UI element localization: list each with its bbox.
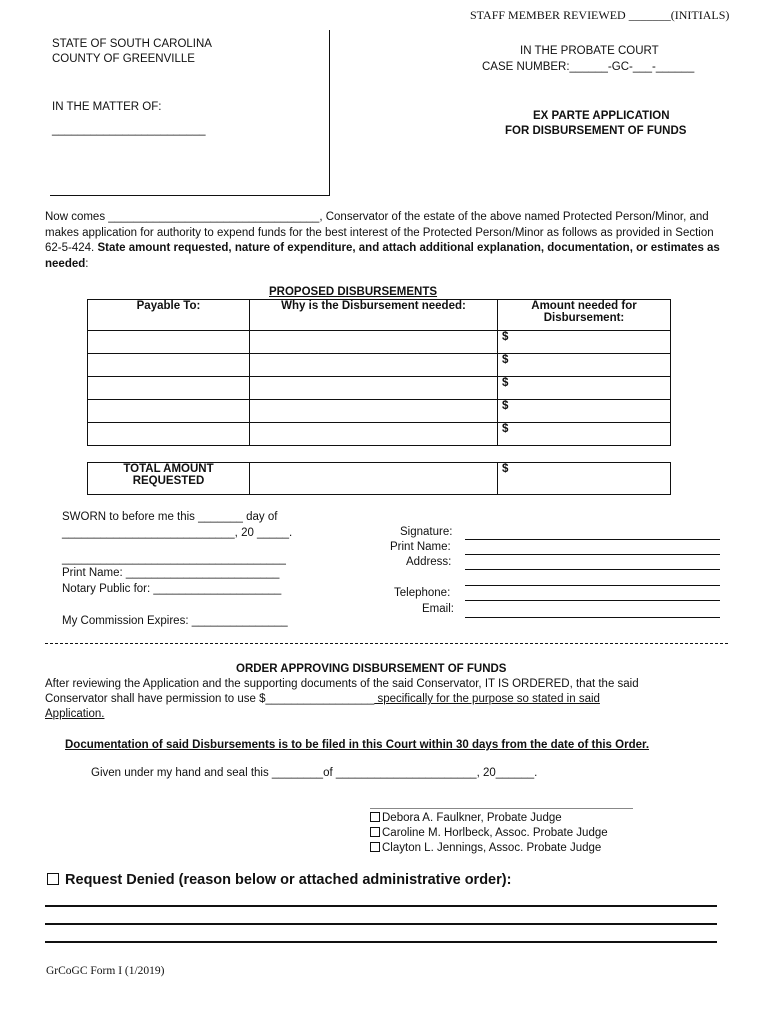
- sworn-line: SWORN to before me this _______ day of: [62, 511, 278, 523]
- col-payable-header: Payable To:: [88, 300, 250, 331]
- judge-name: Clayton L. Jennings, Assoc. Probate Judge: [382, 842, 602, 854]
- why-cell[interactable]: [250, 400, 498, 423]
- caption-divider: [329, 30, 330, 196]
- matter-of-field[interactable]: ________________________: [52, 124, 206, 136]
- table-row: [88, 331, 671, 354]
- denied-reason-line-3[interactable]: [45, 941, 717, 943]
- form-footer: GrCoGC Form I (1/2019): [46, 965, 165, 977]
- address-field-2[interactable]: [465, 585, 720, 586]
- address-label: Address:: [406, 556, 452, 568]
- print-name-label: Print Name:: [390, 541, 451, 553]
- col-why-header: Why is the Disbursement needed:: [250, 300, 498, 331]
- table-title: PROPOSED DISBURSEMENTS: [269, 286, 438, 298]
- address-field-1[interactable]: [465, 569, 720, 570]
- checkbox-icon[interactable]: [370, 842, 380, 852]
- email-field[interactable]: [465, 617, 720, 618]
- intro-paragraph: [45, 210, 723, 272]
- checkbox-icon[interactable]: [370, 812, 380, 822]
- order-permission-text: Conservator shall have permission to use $: [45, 693, 266, 705]
- order-line-2: [45, 693, 600, 705]
- intro-text: Now comes _________________________________, Conservator of the estate of the above named Protected Person/Minor, and makes application for authority to expend funds for the best interest of the Protected Person/Minor as follows as provided in Section 62-5-424.: [45, 211, 714, 254]
- request-denied[interactable]: [47, 872, 511, 888]
- judge-option-jennings[interactable]: [370, 842, 601, 854]
- signature-label: Signature:: [400, 526, 453, 538]
- order-line-3: Application.: [45, 708, 105, 720]
- order-line-1: After reviewing the Application and the supporting documents of the said Conservator, IT IS ORDERED, that the said: [45, 678, 639, 690]
- judge-option-horlbeck[interactable]: [370, 827, 608, 839]
- caption-bottom-rule: [50, 195, 330, 196]
- total-amount-cell[interactable]: $: [498, 463, 671, 495]
- denied-reason-line-2[interactable]: [45, 923, 717, 925]
- total-table: [87, 462, 671, 495]
- order-amount-field[interactable]: _________________: [265, 693, 375, 705]
- commission-expires[interactable]: My Commission Expires: _______________: [62, 615, 288, 627]
- payable-cell[interactable]: [88, 331, 250, 354]
- telephone-label: Telephone:: [394, 587, 451, 599]
- amount-cell[interactable]: $: [498, 377, 671, 400]
- judge-name: Caroline M. Horlbeck, Assoc. Probate Judge: [382, 827, 608, 839]
- amount-cell[interactable]: $: [498, 400, 671, 423]
- case-number-field[interactable]: CASE NUMBER:______-GC-___-______: [482, 61, 695, 73]
- state-label: STATE OF SOUTH CAROLINA: [52, 38, 212, 50]
- checkbox-icon[interactable]: [370, 827, 380, 837]
- table-row: [88, 354, 671, 377]
- total-amount-label: TOTAL AMOUNT REQUESTED: [88, 463, 250, 495]
- intro-instructions: State amount requested, nature of expenditure, and attach additional explanation, documentation, or estimates as needed: [45, 242, 720, 270]
- amount-cell[interactable]: $: [498, 423, 671, 446]
- county-label: COUNTY OF GREENVILLE: [52, 53, 195, 65]
- why-cell[interactable]: [250, 423, 498, 446]
- denied-reason-line-1[interactable]: [45, 905, 717, 907]
- payable-cell[interactable]: [88, 354, 250, 377]
- request-denied-label: Request Denied (reason below or attached administrative order):: [65, 872, 512, 888]
- payable-cell[interactable]: [88, 400, 250, 423]
- amount-cell[interactable]: $: [498, 354, 671, 377]
- table-row: [88, 377, 671, 400]
- order-title: ORDER APPROVING DISBURSEMENT OF FUNDS: [236, 663, 507, 675]
- judge-signature-line[interactable]: [370, 808, 633, 809]
- email-label: Email:: [422, 603, 454, 615]
- why-cell[interactable]: [250, 377, 498, 400]
- payable-cell[interactable]: [88, 377, 250, 400]
- court-label: IN THE PROBATE COURT: [520, 45, 659, 57]
- total-why-cell[interactable]: [250, 463, 498, 495]
- telephone-field[interactable]: [465, 600, 720, 601]
- judge-option-faulkner[interactable]: [370, 812, 562, 824]
- why-cell[interactable]: [250, 354, 498, 377]
- col-amount-header: Amount needed for Disbursement:: [498, 300, 671, 331]
- notary-public-for[interactable]: Notary Public for: ____________________: [62, 583, 282, 595]
- form-title-line2: FOR DISBURSEMENT OF FUNDS: [505, 125, 687, 137]
- order-purpose-text: specifically for the purpose so stated in said: [374, 693, 600, 705]
- notary-signature-line[interactable]: ___________________________________: [62, 553, 286, 565]
- table-row: [88, 423, 671, 446]
- matter-of-label: IN THE MATTER OF:: [52, 101, 162, 113]
- notary-print-name[interactable]: Print Name: ________________________: [62, 567, 280, 579]
- disbursements-table: [87, 299, 671, 446]
- amount-cell[interactable]: $: [498, 331, 671, 354]
- sworn-date-line[interactable]: ___________________________, 20 _____.: [62, 527, 293, 539]
- table-row: [88, 400, 671, 423]
- signature-field[interactable]: [465, 539, 720, 540]
- judge-name: Debora A. Faulkner, Probate Judge: [382, 812, 562, 824]
- given-under-hand[interactable]: Given under my hand and seal this ________of ______________________, 20______.: [91, 767, 538, 779]
- print-name-field[interactable]: [465, 554, 720, 555]
- documentation-notice: Documentation of said Disbursements is to be filed in this Court within 30 days from the date of this Order.: [65, 739, 650, 751]
- why-cell[interactable]: [250, 331, 498, 354]
- cut-line-divider: [45, 643, 728, 644]
- payable-cell[interactable]: [88, 423, 250, 446]
- staff-reviewed: STAFF MEMBER REVIEWED _______(INITIALS): [470, 8, 730, 22]
- intro-tail: :: [85, 257, 89, 270]
- checkbox-icon[interactable]: [47, 873, 59, 885]
- form-title-line1: EX PARTE APPLICATION: [533, 110, 670, 122]
